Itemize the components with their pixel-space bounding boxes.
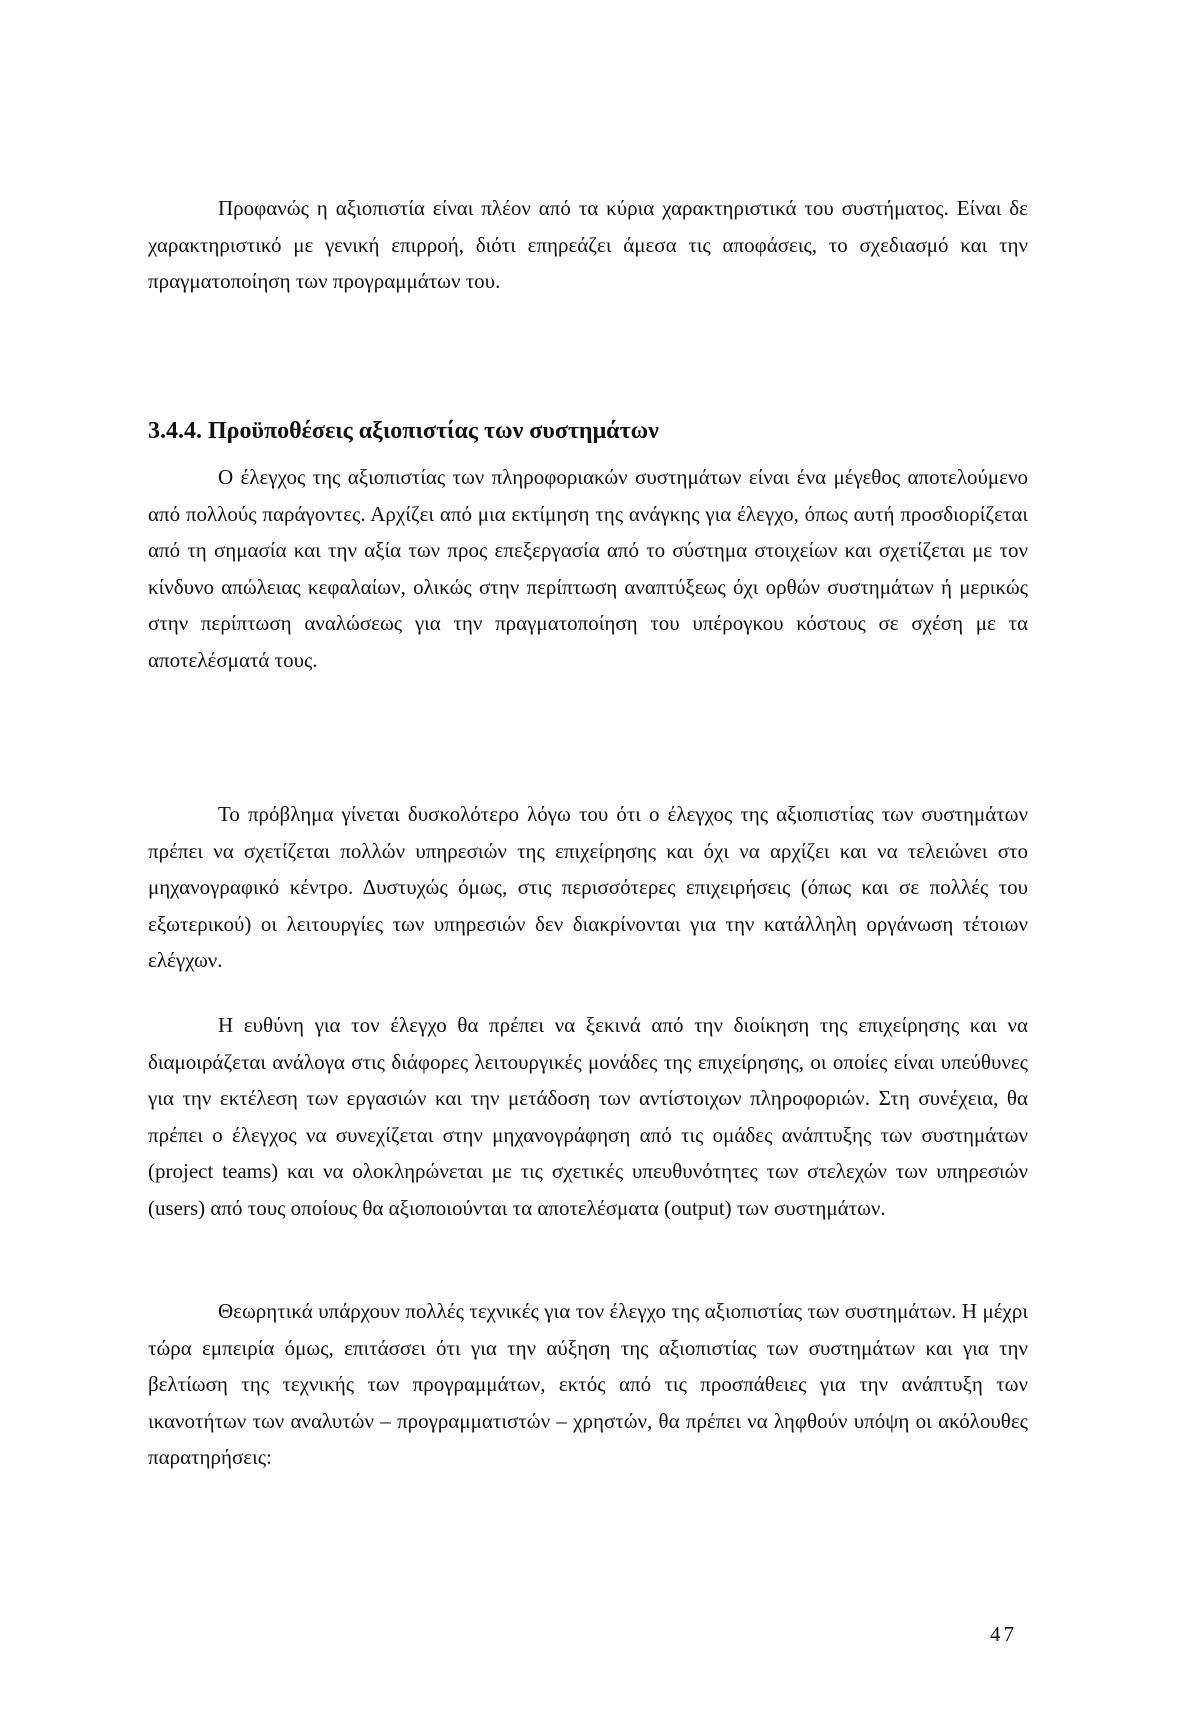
paragraph-responsibility: Η ευθύνη για τον έλεγχο θα πρέπει να ξεκινά από την διοίκηση της επιχείρησης και να διαμοιράζεται ανάλογα στις διάφορες λειτουργικές μονάδες της επιχείρησης, οι οποίες είναι υπεύθυνες για την εκτέλεση των εργασιών και την μετάδοση των αντίστοιχων πληροφοριών. Στη συνέχεια, θα πρέπει ο έλεγχος να συνεχίζεται στην μηχανογράφηση από τις ομάδες ανάπτυξης των συστημάτων (project teams) και να ολοκληρώνεται με τις σχετικές υπευθυνότητες των στελεχών των υπηρεσιών (users) από τους οποίους θα αξιοποιούνται τα αποτελέσματα (output) των συστημάτων. [148,1013,1028,1220]
intro-paragraph: Προφανώς η αξιοπιστία είναι πλέον από τα κύρια χαρακτηριστικά του συστήματος. Είναι δε χαρακτηριστικό με γενική επιρροή, διότι επηρεάζει άμεσα τις αποφάσεις, το σχεδιασμό και την πραγματοποίηση των προγραμμάτων του. [148,196,1028,294]
page-number: 47 [990,1622,1017,1646]
paragraph-problem: Το πρόβλημα γίνεται δυσκολότερο λόγω του ότι ο έλεγχος της αξιοπιστίας των συστημάτων πρέπει να σχετίζεται πολλών υπηρεσιών της επιχείρησης και όχι να αρχίζει και να τελειώνει στο μηχανογραφικό κέντρο. Δυστυχώς όμως, στις περισσότερες επιχειρήσεις (όπως και σε πολλές του εξωτερικού) οι λειτουργίες των υπηρεσιών δεν διακρίνονται για την κατάλληλη οργάνωση τέτοιων ελέγχων. [148,802,1028,973]
section-heading: 3.4.4. Προϋποθέσεις αξιοπιστίας των συστημάτων [148,418,659,444]
paragraph-reliability-control: Ο έλεγχος της αξιοπιστίας των πληροφοριακών συστημάτων είναι ένα μέγεθος αποτελούμενο από πολλούς παράγοντες. Αρχίζει από μια εκτίμηση της ανάγκης για έλεγχο, όπως αυτή προσδιορίζεται από τη σημασία και την αξία των προς επεξεργασία από το σύστημα στοιχείων και σχετίζεται με τον κίνδυνο απώλειας κεφαλαίων, ολικώς στην περίπτωση αναπτύξεως όχι ορθών συστημάτων ή μερικώς στην περίπτωση αναλώσεως για την πραγματοποίηση του υπέρογκου κόστους σε σχέση με τα αποτελέσματά τους. [148,465,1028,672]
paragraph-techniques: Θεωρητικά υπάρχουν πολλές τεχνικές για τον έλεγχο της αξιοπιστίας των συστημάτων. Η μέχρι τώρα εμπειρία όμως, επιτάσσει ότι για την αύξηση της αξιοπιστίας των συστημάτων και για την βελτίωση της τεχνικής των προγραμμάτων, εκτός από τις προσπάθειες για την ανάπτυξη των ικανοτήτων των αναλυτών – προγραμματιστών – χρηστών, θα πρέπει να ληφθούν υπόψη οι ακόλουθες παρατηρήσεις: [148,1299,1028,1470]
